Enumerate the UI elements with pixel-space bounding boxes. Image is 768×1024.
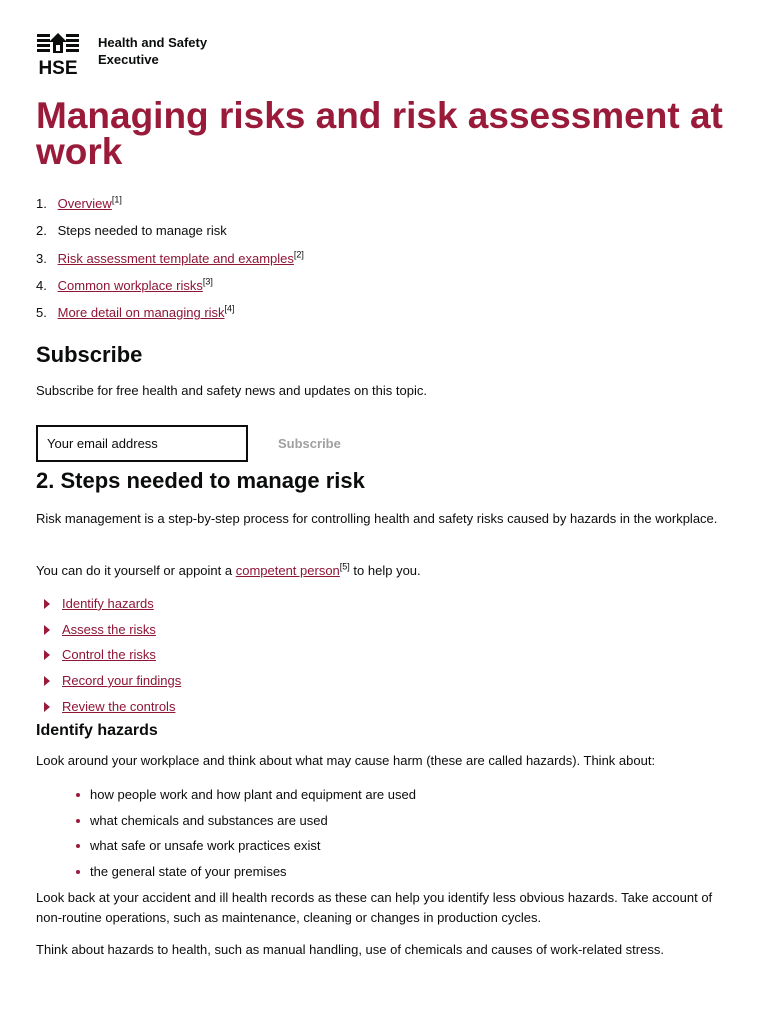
bullet-text: the general state of your premises [90,863,287,879]
bullet-dot-icon [76,819,80,823]
contents-item-steps [36,221,636,248]
contents-current-page: Steps needed to manage risk [57,223,227,239]
bullet-dot-icon [76,844,80,848]
contents-number: 4. [36,277,47,293]
step-item [44,694,181,720]
identify-hazards-heading: Identify hazards [36,722,158,739]
records-paragraph: Look back at your accident and ill health records as these can help you identify less obvious hazards. Take account of non-routine operations, such as maintenance, cleaning or changes in production cycles. [36,890,713,925]
arrow-right-icon [44,650,50,660]
identify-intro: Look around your workplace and think about what may cause harm (these are called hazards). Think about: [36,753,656,768]
section-heading: 2. Steps needed to manage risk [36,468,365,493]
page-title: Managing risks and risk assessment at work [36,95,723,172]
step-item [44,642,181,668]
footnote-ref: [1] [111,194,122,205]
bullet-text: what safe or unsafe work practices exist [90,838,321,854]
contents-link-more-detail[interactable]: More detail on managing risk [57,305,225,321]
paragraph-text: to help you. [349,563,421,578]
contents-number: 5. [36,305,47,321]
bullet-text: what chemicals and substances are used [90,812,328,828]
step-item [44,591,181,617]
bullet-item [76,833,416,859]
footnote-ref: [2] [293,249,304,260]
contents-number: 2. [36,223,47,239]
step-item [44,668,181,694]
step-link-record[interactable]: Record your findings [62,672,182,688]
arrow-right-icon [44,599,50,609]
email-input[interactable] [36,425,248,462]
bullet-item [76,859,416,885]
hse-logo[interactable] [36,32,80,76]
competent-person-paragraph [36,561,726,580]
contents-item-common-risks [36,276,636,303]
arrow-right-icon [44,676,50,686]
bullet-dot-icon [76,870,80,874]
bullet-item [76,782,416,808]
bullet-text: how people work and how plant and equipment are used [90,786,416,802]
hazards-bullet-list [76,782,416,885]
step-item [44,617,181,643]
footnote-ref: [3] [202,276,213,287]
subscribe-text: Subscribe for free health and safety news and updates on this topic. [36,383,427,398]
contents-item-more-detail [36,303,636,330]
contents-link-common-risks[interactable]: Common workplace risks [57,277,203,293]
steps-list [44,591,181,719]
step-link-review[interactable]: Review the controls [62,698,176,714]
org-name [98,34,207,68]
footnote-ref: [5] [339,561,350,572]
step-link-control[interactable]: Control the risks [62,647,156,663]
bullet-item [76,808,416,834]
contents-link-template[interactable]: Risk assessment template and examples [57,250,294,266]
step-link-identify[interactable]: Identify hazards [62,595,154,611]
paragraph-text: You can do it yourself or appoint a [36,563,236,578]
contents-item-overview [36,194,636,221]
intro-paragraph: Risk management is a step-by-step process for controlling health and safety risks caused by hazards in the workplace. [36,511,718,526]
arrow-right-icon [44,702,50,712]
contents-link-overview[interactable]: Overview [57,196,112,211]
step-link-assess[interactable]: Assess the risks [62,621,156,637]
subscribe-heading: Subscribe [36,342,143,367]
contents-number: 1. [36,196,47,211]
footnote-ref: [4] [224,303,235,314]
org-name-line2: Executive [98,52,159,67]
competent-person-link[interactable]: competent person [235,563,340,578]
contents-item-template [36,249,636,276]
contents-number: 3. [36,250,47,266]
bullet-dot-icon [76,793,80,797]
logo-text: HSE [38,58,78,76]
contents-list [36,194,636,330]
org-name-line1: Health and Safety [98,35,208,50]
health-hazards-paragraph: Think about hazards to health, such as manual handling, use of chemicals and causes of work-related stress. [36,942,664,957]
hse-logo-icon [36,32,80,76]
arrow-right-icon [44,625,50,635]
subscribe-button[interactable]: Subscribe [262,431,357,455]
